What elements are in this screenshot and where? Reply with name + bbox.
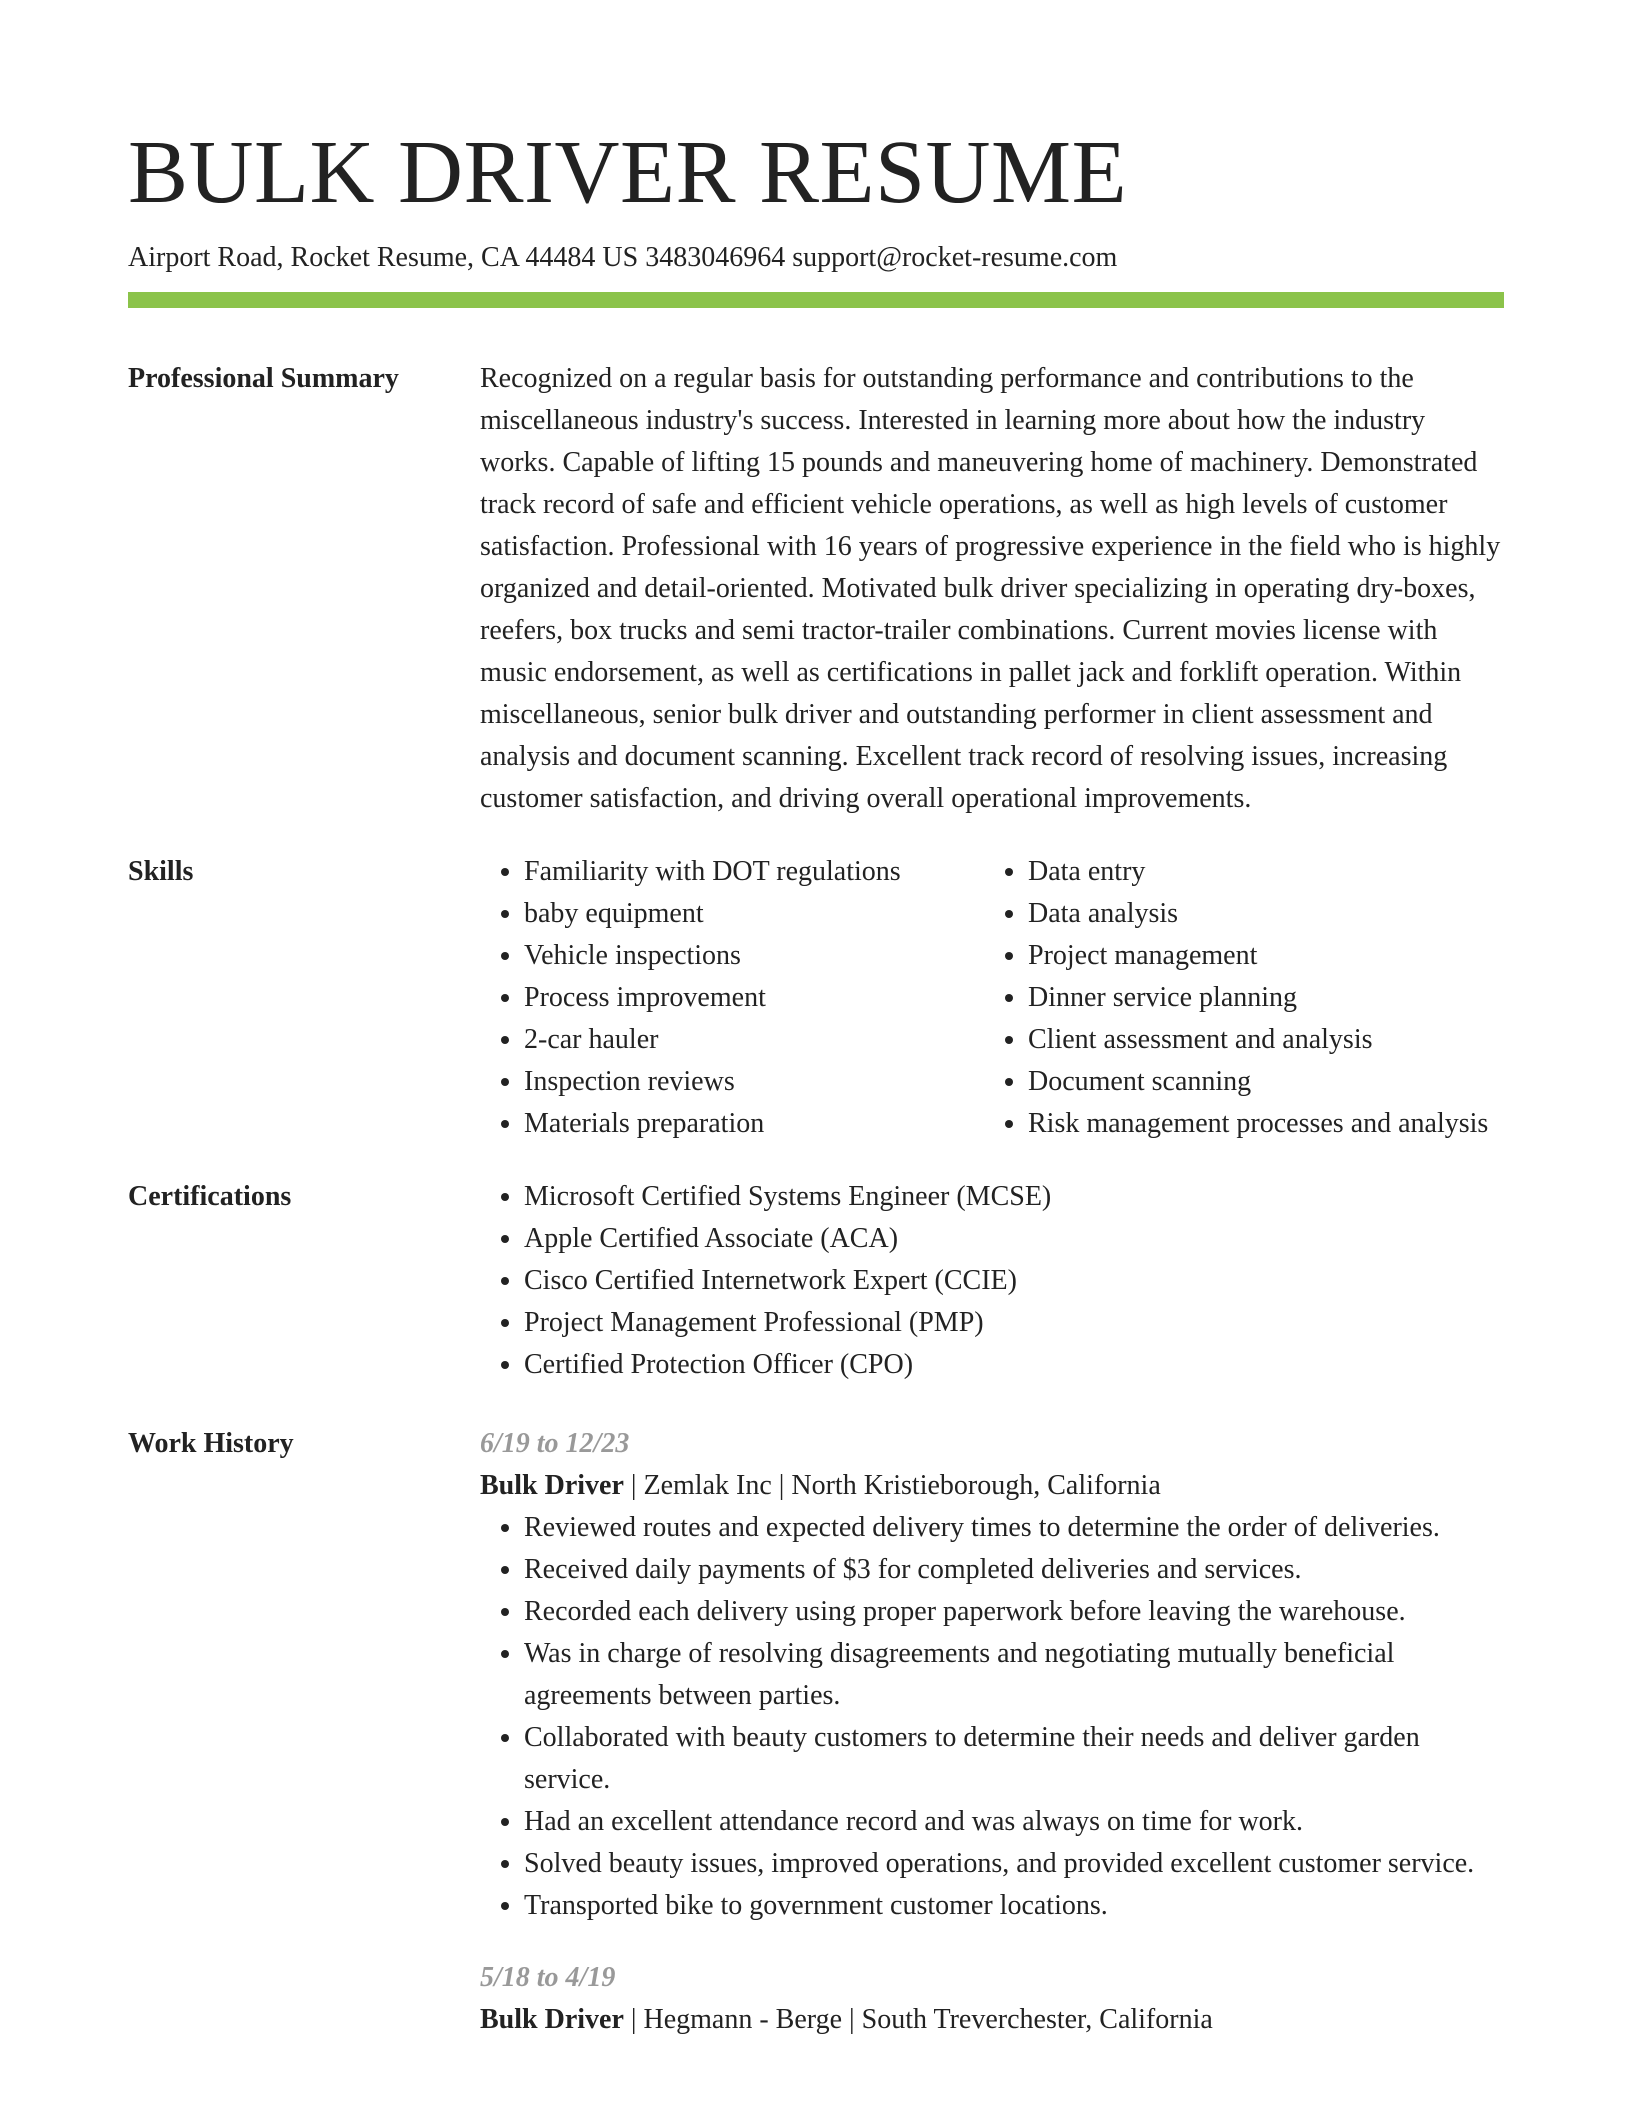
skill-item: • Data entry xyxy=(1028,851,1488,893)
job-bullet: • Had an excellent attendance record and was always on time for work. xyxy=(524,1801,1504,1843)
job-bullet: • Recorded each delivery using proper paperwork before leaving the warehouse. xyxy=(524,1591,1504,1633)
accent-divider xyxy=(128,292,1504,308)
skill-item: • Familiarity with DOT regulations xyxy=(524,851,984,893)
job-entry xyxy=(480,1423,1504,1927)
resume-title: BULK DRIVER RESUME xyxy=(128,123,1128,222)
job-bullet: • Collaborated with beauty customers to determine their needs and deliver garden service. xyxy=(524,1717,1504,1801)
skills-list-right xyxy=(984,851,1488,1145)
skill-item: • Process improvement xyxy=(524,977,984,1019)
skill-item: • 2-car hauler xyxy=(524,1019,984,1061)
contact-line: Airport Road, Rocket Resume, CA 44484 US 3483046964 support@rocket-resume.com xyxy=(128,242,1118,273)
skill-item: • Materials preparation xyxy=(524,1103,984,1145)
summary-body xyxy=(480,358,1504,820)
summary-text: Recognized on a regular basis for outstanding performance and contributions to the miscellaneous industry's success. Interested in learning more about how the industry works. Capable of lifting 15 pounds and maneuvering home of machinery. Demonstrated track record of safe and efficient vehicle operations, as well as high levels of customer satisfaction. Professional with 16 years of progressive experience in the field who is highly organized and detail-oriented. Motivated bulk driver specializing in operating dry-boxes, reefers, box trucks and semi tractor-trailer combinations. Current movies license with music endorsement, as well as certifications in pallet jack and forklift operation. Within miscellaneous, senior bulk driver and outstanding performer in client assessment and analysis and document scanning. Excellent track record of resolving issues, increasing customer satisfaction, and driving overall operational improvements. xyxy=(480,363,1501,814)
job-entry xyxy=(480,1957,1504,2041)
job-title: Bulk Driver xyxy=(480,1470,624,1501)
certifications-body xyxy=(480,1176,1504,1386)
job-bullets xyxy=(480,1507,1504,1927)
job-heading xyxy=(480,1465,1504,1507)
skill-item: • Data analysis xyxy=(1028,893,1488,935)
job-title: Bulk Driver xyxy=(480,2004,624,2035)
job-bullet: • Reviewed routes and expected delivery times to determine the order of deliveries. xyxy=(524,1507,1504,1549)
job-bullet: • Transported bike to government customer locations. xyxy=(524,1885,1504,1927)
work-history-heading: Work History xyxy=(128,1428,294,1459)
skill-item: • Dinner service planning xyxy=(1028,977,1488,1019)
certification-item: • Project Management Professional (PMP) xyxy=(524,1302,1504,1344)
work-history-section xyxy=(128,1423,1504,2041)
certification-item: • Microsoft Certified Systems Engineer (MCSE) xyxy=(524,1176,1504,1218)
skills-body xyxy=(480,851,1504,1145)
skill-item: • Project management xyxy=(1028,935,1488,977)
summary-heading: Professional Summary xyxy=(128,363,399,394)
certifications-section xyxy=(128,1176,1504,1386)
certifications-list xyxy=(480,1176,1504,1386)
skills-heading: Skills xyxy=(128,856,194,887)
job-dates: 5/18 to 4/19 xyxy=(480,1962,616,1993)
skill-item: • Document scanning xyxy=(1028,1061,1488,1103)
certifications-heading: Certifications xyxy=(128,1181,292,1212)
skill-item: • Risk management processes and analysis xyxy=(1028,1103,1488,1145)
certification-item: • Certified Protection Officer (CPO) xyxy=(524,1344,1504,1386)
skill-item: • Vehicle inspections xyxy=(524,935,984,977)
work-history-body xyxy=(480,1423,1504,2041)
certification-item: • Cisco Certified Internetwork Expert (CCIE) xyxy=(524,1260,1504,1302)
skill-item: • baby equipment xyxy=(524,893,984,935)
job-details: | Zemlak Inc | North Kristieborough, California xyxy=(623,1470,1161,1501)
job-details: | Hegmann - Berge | South Treverchester, California xyxy=(623,2004,1213,2035)
certification-item: • Apple Certified Associate (ACA) xyxy=(524,1218,1504,1260)
skills-section xyxy=(128,851,1504,1145)
skills-list-left xyxy=(480,851,984,1145)
job-bullet: • Received daily payments of $3 for completed deliveries and services. xyxy=(524,1549,1504,1591)
skill-item: • Client assessment and analysis xyxy=(1028,1019,1488,1061)
summary-section xyxy=(128,358,1504,820)
job-bullet: • Was in charge of resolving disagreements and negotiating mutually beneficial agreements between parties. xyxy=(524,1633,1504,1717)
job-dates: 6/19 to 12/23 xyxy=(480,1428,630,1459)
job-bullet: • Solved beauty issues, improved operations, and provided excellent customer service. xyxy=(524,1843,1504,1885)
resume-page xyxy=(128,0,1504,2041)
job-heading xyxy=(480,1999,1504,2041)
skill-item: • Inspection reviews xyxy=(524,1061,984,1103)
